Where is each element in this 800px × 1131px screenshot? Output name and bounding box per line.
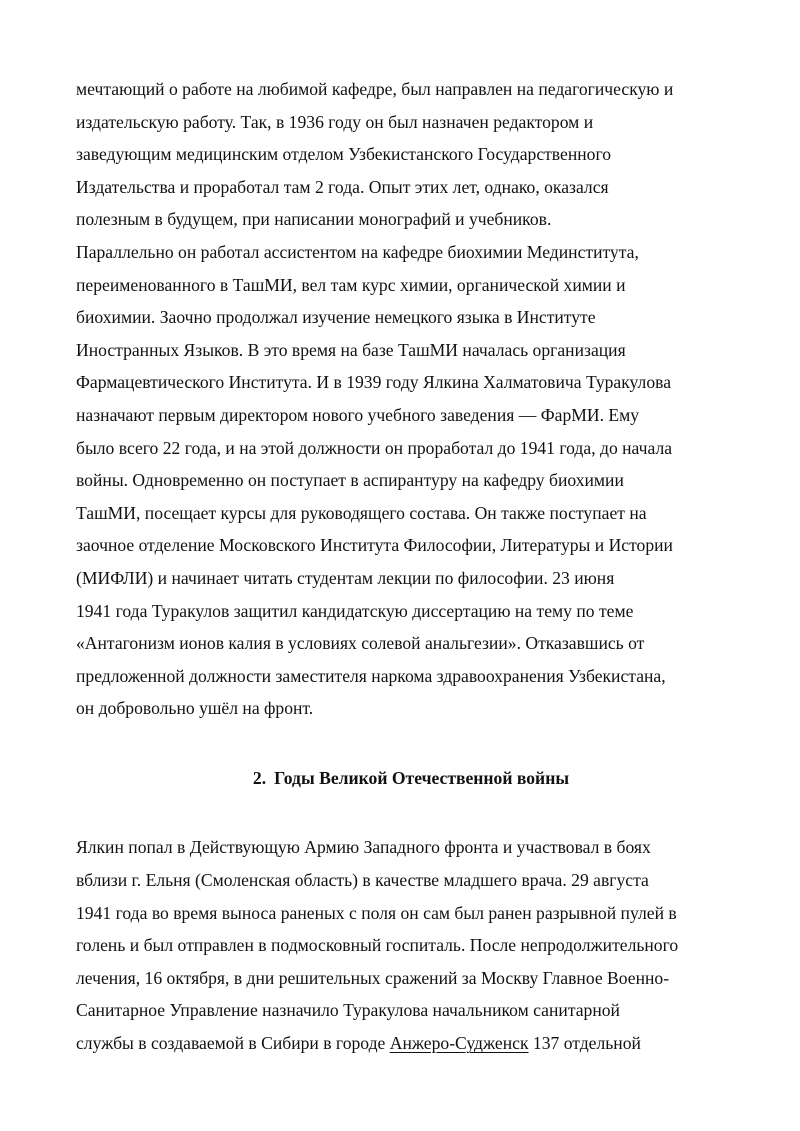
section-number: 2. [252, 767, 267, 788]
text-line: биохимии. Заочно продолжал изучение немецкого языка в Институте [76, 307, 596, 328]
paragraph-biography [76, 73, 740, 725]
section-heading [76, 762, 740, 795]
text-line: мечтающий о работе на любимой кафедре, был направлен на педагогическую и [76, 79, 674, 99]
text-line: Издательства и проработал там 2 года. Опыт этих лет, однако, оказался [76, 176, 609, 197]
text-line: было всего 22 года, и на этой должности он проработал до 1941 года, до начала [76, 437, 673, 458]
text-line: Санитарное Управление назначило Туракулова начальником санитарной [76, 1000, 620, 1021]
text-line: 1941 года Туракулов защитил кандидатскую диссертацию на тему по теме [76, 600, 634, 621]
text-line: лечения, 16 октября, в дни решительных сражений за Москву Главное Военно- [76, 967, 670, 988]
text-line: он добровольно ушёл на фронт. [76, 698, 314, 719]
paragraph-war-years [76, 831, 740, 1059]
text-line: Параллельно он работал ассистентом на кафедре биохимии Мединститута, [76, 241, 639, 262]
text-line: Фармацевтического Института. И в 1939 году Ялкина Халматовича Туракулова [76, 372, 671, 393]
text-line: издательскую работу. Так, в 1936 году он был назначен редактором и [76, 111, 594, 132]
text-line: предложенной должности заместителя наркома здравоохранения Узбекистана, [76, 665, 666, 686]
text-line: Иностранных Языков. В это время на базе ТашМИ началась организация [76, 339, 626, 360]
text-line: Ялкин попал в Действующую Армию Западного фронта и участвовал в боях [76, 837, 651, 858]
text-line: ТашМИ, посещает курсы для руководящего состава. Он также поступает на [76, 502, 647, 523]
text-line: войны. Одновременно он поступает в аспирантуру на кафедру биохимии [76, 470, 624, 491]
text-line: «Антагонизм ионов калия в условиях солевой анальгезии». Отказавшись от [76, 633, 645, 654]
text-line: (МИФЛИ) и начинает читать студентам лекции по философии. 23 июня [76, 567, 615, 588]
text-line [76, 1027, 740, 1060]
text-fragment: службы в создаваемой в Сибири в городе [76, 1033, 390, 1054]
section-title: Годы Великой Отечественной войны [274, 767, 570, 788]
text-fragment: 137 отдельной [528, 1033, 641, 1054]
text-line: голень и был отправлен в подмосковный госпиталь. После непродолжительного [76, 935, 679, 956]
text-line: переименованного в ТашМИ, вел там курс химии, органической химии и [76, 274, 626, 295]
text-line: заведующим медицинским отделом Узбекистанского Государственного [76, 144, 612, 165]
text-line: назначают первым директором нового учебного заведения — ФарМИ. Ему [76, 404, 640, 425]
text-line: полезным в будущем, при написании монографий и учебников. [76, 209, 552, 230]
city-link[interactable]: Анжеро-Судженск [389, 1033, 529, 1054]
text-line: заочное отделение Московского Института Философии, Литературы и Истории [76, 535, 673, 556]
text-line: вблизи г. Ельня (Смоленская область) в качестве младшего врача. 29 августа [76, 870, 649, 891]
text-line: 1941 года во время выноса раненых с поля он сам был ранен разрывной пулей в [76, 902, 677, 923]
